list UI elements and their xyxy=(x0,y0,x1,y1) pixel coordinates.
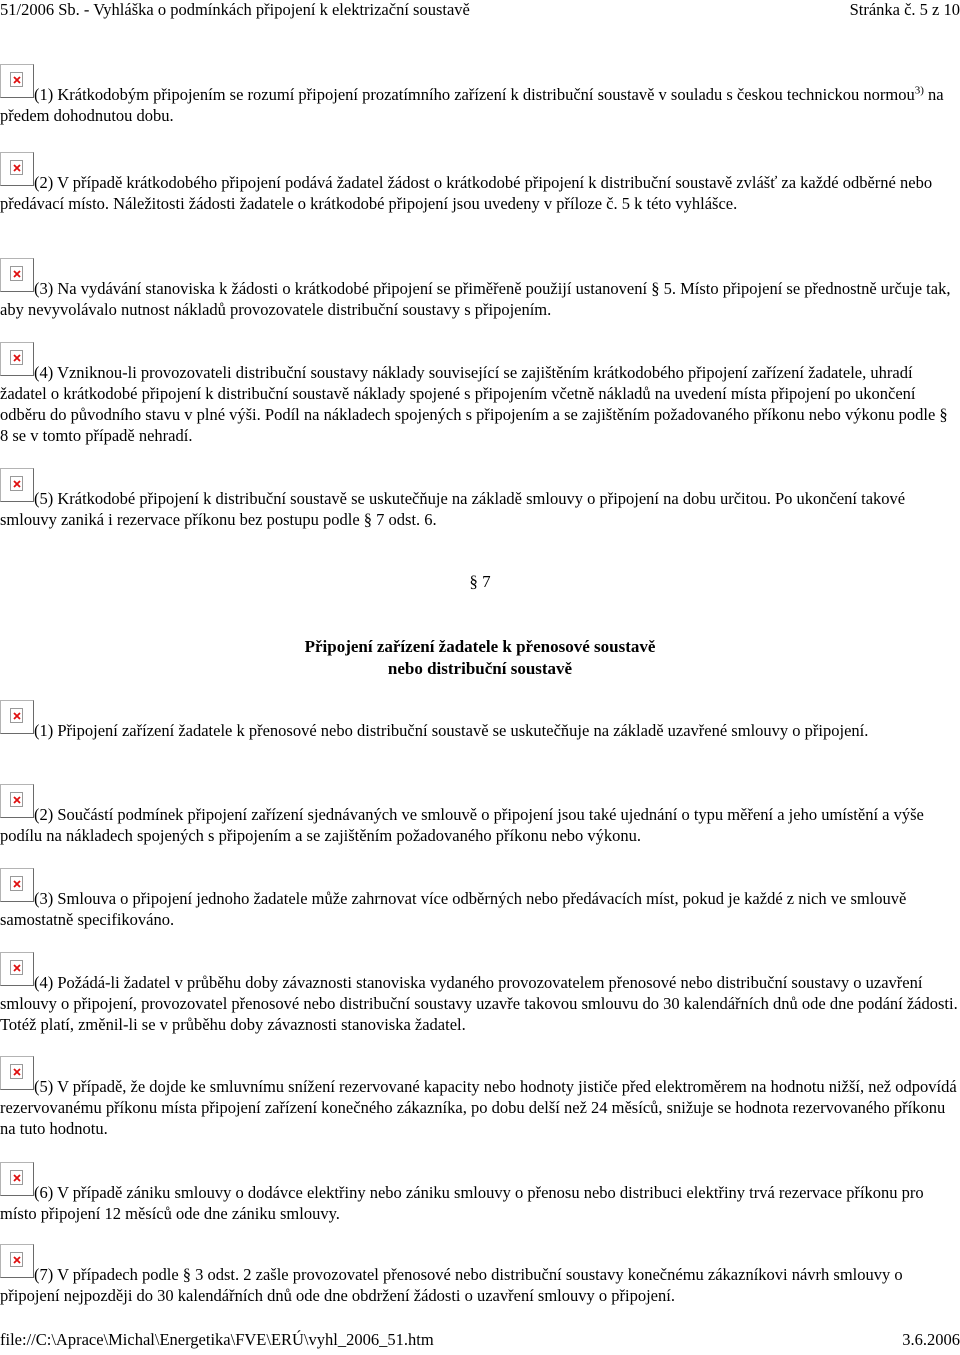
paragraph-b1 xyxy=(0,700,958,741)
page-footer xyxy=(0,1330,960,1352)
print-date: 3.6.2006 xyxy=(902,1330,960,1349)
paragraph-text-continued: na předem dohodnutou dobu. xyxy=(0,85,944,125)
paragraph-b3 xyxy=(0,868,958,930)
paragraph-text: (2) V případě krátkodobého připojení podává žadatel žádost o krátkodobé připojení k distribuční soustavě zvlášť za každé odběrné nebo předávací místo. Náležitosti žádosti žadatele o krátkodobé připojení jsou uvedeny v příloze č. 5 k této vyhlášce. xyxy=(0,173,933,213)
paragraph-text: (4) Vzniknou-li provozovateli distribuční soustavy náklady související se zajištěním krátkodobého připojení zařízení žadatele, uhradí žadatel o krátkodobé připojení k distribuční soustavě náklady spojené s připojením včetně nákladů na uvedení místa připojení po ukončení odběru do původního stavu v plné výši. Podíl na nákladech spojených s připojením a se zajištěním požadovaného příkonu nebo výkonu podle § 8 se v tomto případě nehradí. xyxy=(0,363,948,445)
document-title: 51/2006 Sb. - Vyhláška o podmínkách připojení k elektrizační soustavě xyxy=(0,0,470,19)
paragraph-text: (5) Krátkodobé připojení k distribuční soustavě se uskutečňuje na základě smlouvy o připojení na dobu určitou. Po ukončení takové smlouvy zaniká i rezervace příkonu bez postupu podle § 7 odst. 6. xyxy=(0,489,906,529)
broken-image-icon xyxy=(0,258,34,292)
footnote-reference[interactable]: 3) xyxy=(914,84,924,97)
paragraph-text: (3) Na vydávání stanoviska k žádosti o krátkodobé připojení se přiměřeně použijí ustanovení § 5. Místo připojení se přednostně určuje tak, aby nevyvolávalo nutnost nákladů provozovatele distribuční soustavy s připojením. xyxy=(0,279,951,319)
broken-image-icon xyxy=(0,784,34,818)
paragraph-b6 xyxy=(0,1162,958,1224)
page-header xyxy=(0,0,960,22)
paragraph-text: (5) V případě, že dojde ke smluvnímu snížení rezervované kapacity nebo hodnoty jističe před elektroměrem na hodnotu nižší, než odpovídá rezervovanému příkonu místa připojení zařízení konečného zákazníka, po dobu delší než 24 měsíců, snižuje se hodnota rezervovaného příkonu na tuto hodnotu. xyxy=(0,1077,957,1138)
paragraph-text: (7) V případech podle § 3 odst. 2 zašle provozovatel přenosové nebo distribuční soustavy konečnému zákazníkovi návrh smlouvy o připojení nejpozději do 30 kalendářních dnů ode dne obdržení žádosti o uzavření smlouvy o připojení. xyxy=(0,1265,903,1305)
paragraph-a3 xyxy=(0,258,958,320)
broken-image-icon xyxy=(0,1162,34,1196)
paragraph-b2 xyxy=(0,784,958,846)
section-title-line-2: nebo distribuční soustavě xyxy=(387,659,573,678)
paragraph-a2 xyxy=(0,152,958,214)
paragraph-b5 xyxy=(0,1056,958,1139)
broken-image-icon xyxy=(0,952,34,986)
broken-image-icon xyxy=(0,342,34,376)
broken-image-icon xyxy=(0,1056,34,1090)
broken-image-icon xyxy=(0,64,34,98)
broken-image-icon xyxy=(0,700,34,734)
paragraph-text: (3) Smlouva o připojení jednoho žadatele může zahrnovat více odběrných nebo předávacích míst, pokud je každé z nich ve smlouvě samostatně specifikováno. xyxy=(0,889,907,929)
paragraph-b4 xyxy=(0,952,958,1035)
broken-image-icon xyxy=(0,468,34,502)
section-title xyxy=(0,636,960,680)
paragraph-text: (2) Součástí podmínek připojení zařízení sjednávaných ve smlouvě o připojení jsou také ujednání o typu měření a jeho umístění a výše podílu na nákladech spojených s připojením a se zajištěním požadovaného příkonu nebo výkonu. xyxy=(0,805,924,845)
paragraph-text: (6) V případě zániku smlouvy o dodávce elektřiny nebo zániku smlouvy o přenosu nebo distribuci elektřiny trvá rezervace příkonu pro místo připojení 12 měsíců ode dne zániku smlouvy. xyxy=(0,1183,924,1223)
page-number: Stránka č. 5 z 10 xyxy=(849,0,960,19)
paragraph-text: (4) Požádá-li žadatel v průběhu doby závaznosti stanoviska vydaného provozovatelem přenosové nebo distribuční soustavy o uzavření smlouvy o připojení, provozovatel přenosové nebo distribuční soustavy uzavře takovou smlouvu do 30 kalendářních dnů ode dne podání žádosti. Totéž platí, změnil-li se v průběhu doby závaznosti stanoviska žadatel. xyxy=(0,973,958,1034)
paragraph-b7 xyxy=(0,1244,958,1306)
broken-image-icon xyxy=(0,868,34,902)
broken-image-icon xyxy=(0,1244,34,1278)
section-title-line-1: Připojení zařízení žadatele k přenosové soustavě xyxy=(304,637,656,656)
paragraph-text: (1) Připojení zařízení žadatele k přenosové nebo distribuční soustavě se uskutečňuje na základě uzavřené smlouvy o připojení. xyxy=(34,721,869,740)
paragraph-a1 xyxy=(0,64,958,126)
broken-image-icon xyxy=(0,152,34,186)
paragraph-a5 xyxy=(0,468,958,530)
file-path: file://C:\Aprace\Michal\Energetika\FVE\ERÚ\vyhl_2006_51.htm xyxy=(0,1330,434,1349)
paragraph-text: (1) Krátkodobým připojením se rozumí připojení prozatímního zařízení k distribuční soustavě v souladu s českou technickou normou xyxy=(34,85,915,104)
paragraph-a4 xyxy=(0,342,958,446)
section-number: § 7 xyxy=(469,572,491,591)
